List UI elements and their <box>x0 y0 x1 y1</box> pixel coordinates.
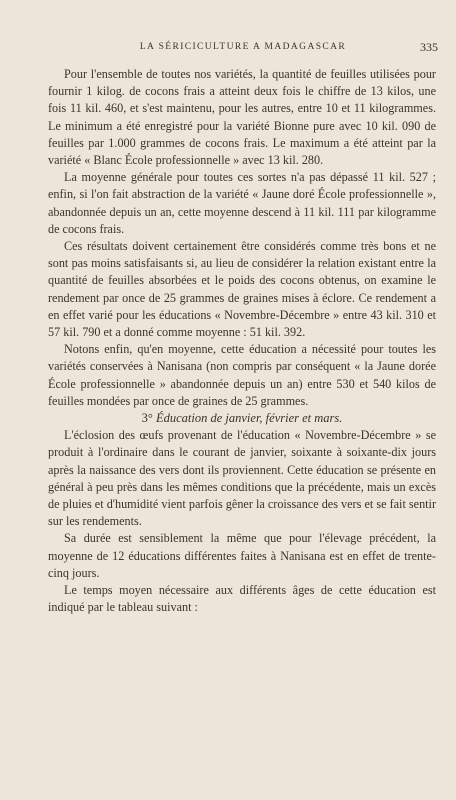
paragraph: Ces résultats doivent certainement être considérés comme très bons et ne sont pas moins satisfaisants si, au lieu de considérer la relation existant entre la quantité de feuilles absorbées et le poids des cocons obtenus, on examine le rendement par once de 25 grammes de graines mises à éclore. Ce rendement a en effet varié pour les éducations « Novembre-Décembre » entre 43 kil. 310 et 57 kil. 790 et a donné comme moyenne : 51 kil. 392. <box>48 239 436 340</box>
page-header <box>48 42 438 58</box>
paragraph: Pour l'ensemble de toutes nos variétés, la quantité de feuilles utilisées pour fournir 1 kilog. de cocons frais a atteint deux fois le chiffre de 13 kilos, une fois 11 kil. 460, et s'est maintenu, pour les autres, entre 10 et 11 kilogrammes. Le minimum a été enregistré pour la variété Bionne pure avec 10 kil. 090 de feuilles par 1.000 grammes de cocons frais. Le maximum a été atteint par la variété « Blanc École professionnelle » avec 13 kil. 280. <box>48 67 436 168</box>
paragraph: Sa durée est sensiblement la même que pour l'élevage précédent, la moyenne de 12 éducations différentes faites à Nanisana est en effet de trente-cinq jours. <box>48 531 436 580</box>
paragraph: L'éclosion des œufs provenant de l'éducation « Novembre-Décembre » se produit à l'ordinaire dans le courant de janvier, soixante à soixante-dix jours après la naissance des vers dont ils proviennent. Cette éducation se présente en général à peu près dans les mêmes conditions que la précédente, mais un excès de pluies et d'humidité vient parfois gêner la croissance des vers et se fait sentir sur les rendements. <box>48 428 436 529</box>
section-heading <box>48 410 436 427</box>
section-number: 3° <box>141 411 153 426</box>
running-head: LA SÉRICICULTURE A MADAGASCAR <box>139 42 347 52</box>
paragraph: Le temps moyen nécessaire aux différents âges de cette éducation est indiqué par le tableau suivant : <box>48 583 436 615</box>
paragraph: Notons enfin, qu'en moyenne, cette éducation a nécessité pour toutes les variétés conservées à Nanisana (non compris par conséquent « la Jaune dorée École professionnelle » abandonnée depuis un an) entre 530 et 540 kilos de feuilles mondées par once de graines de 25 grammes. <box>48 342 436 408</box>
paragraph: La moyenne générale pour toutes ces sortes n'a pas dépassé 11 kil. 527 ; enfin, si l'on fait abstraction de la variété « Jaune doré École professionnelle », abandonnée depuis un an, cette moyenne descend à 11 kil. 111 par kilogramme de cocons frais. <box>48 170 436 236</box>
body-text <box>48 66 436 617</box>
page-number: 335 <box>420 40 438 54</box>
section-title: Éducation de janvier, février et mars. <box>155 411 343 426</box>
